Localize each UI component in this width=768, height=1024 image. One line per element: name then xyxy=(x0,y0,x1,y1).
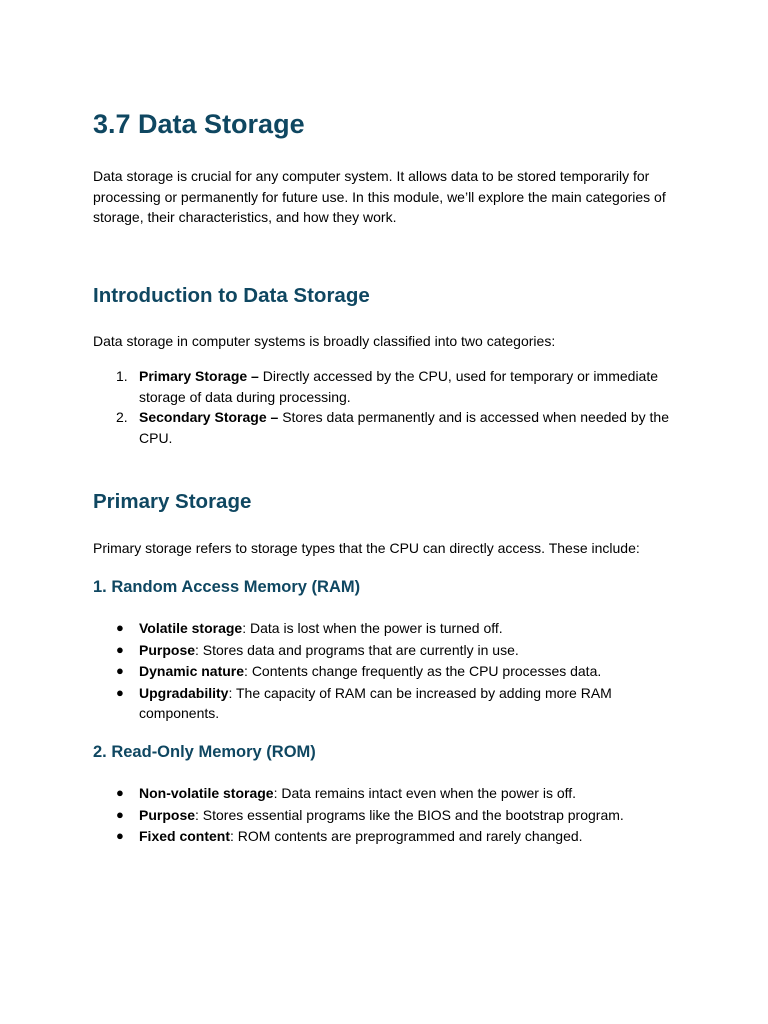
section-introduction-lead: Data storage in computer systems is broadly classified into two categories: xyxy=(93,333,556,349)
list-item-text: : Stores essential programs like the BIOS and the bootstrap program. xyxy=(195,806,624,823)
list-item-separator: – xyxy=(266,409,283,425)
list-number: 2. xyxy=(116,409,128,425)
bullet-icon: ● xyxy=(116,620,124,635)
list-item-text: : The capacity of RAM can be increased by adding more RAM components. xyxy=(139,684,612,721)
list-item-text: Directly accessed by the CPU, used for temporary or immediate storage of data during processing. xyxy=(139,368,659,405)
intro-paragraph: Data storage is crucial for any computer system. It allows data to be stored temporarily for processing or permanently for future use. In this module, we’ll explore the main categories of storage, their characteristics, and how they work. xyxy=(93,168,666,225)
list-item-text: : Stores data and programs that are currently in use. xyxy=(195,641,519,658)
list-item-text: Stores data permanently and is accessed when needed by the CPU. xyxy=(139,409,669,446)
list-item xyxy=(93,783,683,804)
subheading-rom: 2. Read-Only Memory (ROM) xyxy=(93,743,316,761)
list-item xyxy=(93,640,683,661)
bullet-icon: ● xyxy=(116,785,124,800)
section-heading-primary-storage: Primary Storage xyxy=(93,490,252,513)
list-item-text: : Data is lost when the power is turned off. xyxy=(242,620,503,636)
list-item-term: Non-volatile storage xyxy=(139,785,274,801)
list-item-term: Primary Storage xyxy=(139,368,248,384)
list-number: 1. xyxy=(116,368,128,384)
bullet-icon: ● xyxy=(116,828,124,843)
list-item xyxy=(93,407,683,448)
list-item xyxy=(93,683,683,724)
bullet-icon: ● xyxy=(116,684,124,700)
list-item-text: : Contents change frequently as the CPU processes data. xyxy=(244,663,602,679)
list-item xyxy=(93,366,683,407)
storage-categories-list xyxy=(93,366,683,448)
bullet-icon: ● xyxy=(116,641,124,657)
bullet-icon: ● xyxy=(116,663,124,678)
list-item-term: Fixed content xyxy=(139,828,231,844)
list-item-text: : ROM contents are preprogrammed and rarely changed. xyxy=(230,828,583,844)
list-item-separator: – xyxy=(247,368,263,384)
list-item-term: Purpose xyxy=(139,641,196,658)
list-item xyxy=(93,805,683,826)
subheading-ram: 1. Random Access Memory (RAM) xyxy=(93,578,361,596)
list-item xyxy=(93,618,683,639)
list-item xyxy=(93,826,683,847)
list-item-term: Secondary Storage xyxy=(139,409,267,425)
section-primary-lead: Primary storage refers to storage types that the CPU can directly access. These include: xyxy=(93,540,640,556)
list-item-term: Dynamic nature xyxy=(139,663,245,679)
bullet-icon: ● xyxy=(116,806,124,822)
page-title: 3.7 Data Storage xyxy=(93,109,305,139)
list-item-term: Volatile storage xyxy=(139,620,243,636)
list-item-term: Upgradability xyxy=(139,684,229,701)
list-item-term: Purpose xyxy=(139,806,196,823)
ram-features-list xyxy=(93,618,683,724)
rom-features-list xyxy=(93,783,683,847)
list-item xyxy=(93,661,683,682)
section-heading-introduction: Introduction to Data Storage xyxy=(93,284,370,307)
list-item-text: : Data remains intact even when the power is off. xyxy=(273,785,577,801)
